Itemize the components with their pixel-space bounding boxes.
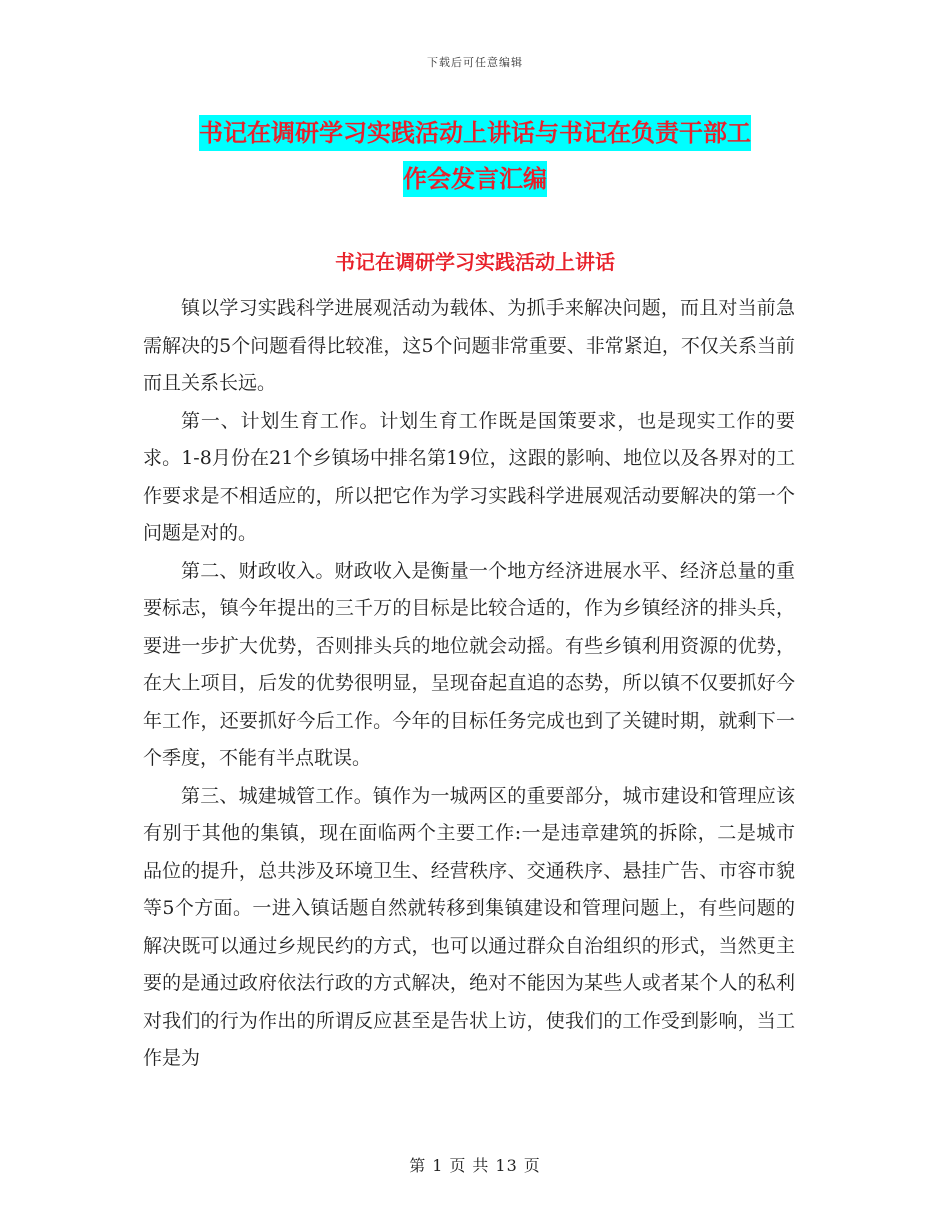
header-note: 下载后可任意编辑	[427, 56, 523, 69]
footer-label-ye: 页	[449, 1156, 467, 1175]
paragraph: 第一、计划生育工作。计划生育工作既是国策要求，也是现实工作的要求。1-8月份在21个乡镇场中排名第19位，这跟的影响、地位以及各界对的工作要求是不相适应的，所以把它作为学习实践科学进展观活动要解决的第一个问题是对的。	[143, 409, 795, 544]
footer-label-gong: 共	[472, 1156, 490, 1175]
total-pages-number: 13	[495, 1156, 518, 1175]
body-text	[143, 290, 795, 1078]
paragraph: 镇以学习实践科学进展观活动为载体、为抓手来解决问题，而且对当前急需解决的5个问题看得比较准，这5个问题非常重要、非常紧迫，不仅关系当前而且关系长远。	[143, 297, 795, 394]
footer-label-ye: 页	[523, 1156, 541, 1175]
current-page-number: 1	[432, 1156, 444, 1175]
footer-label-di: 第	[409, 1156, 427, 1175]
document-title-line-2: 作会发言汇编	[403, 161, 547, 197]
document-title	[145, 110, 805, 202]
document-title-line-1: 书记在调研学习实践活动上讲话与书记在负责干部工	[199, 115, 751, 151]
page-footer	[0, 1153, 950, 1176]
paragraph: 第三、城建城管工作。镇作为一城两区的重要部分，城市建设和管理应该有别于其他的集镇，现在面临两个主要工作:一是违章建筑的拆除，二是城市品位的提升，总共涉及环境卫生、经营秩序、交通秩序、悬挂广告、市容市貌等5个方面。一进入镇话题自然就转移到集镇建设和管理问题上，有些问题的解决既可以通过乡规民约的方式，也可以通过群众自治组织的形式，当然更主要的是通过政府依法行政的方式解决，绝对不能因为某些人或者某个人的私利对我们的行为作出的所谓反应甚至是告状上访，使我们的工作受到影响，当工作是为	[143, 784, 795, 1069]
paragraph: 第二、财政收入。财政收入是衡量一个地方经济进展水平、经济总量的重要标志，镇今年提出的三千万的目标是比较合适的，作为乡镇经济的排头兵，要进一步扩大优势，否则排头兵的地位就会动摇。有些乡镇利用资源的优势，在大上项目，后发的优势很明显，呈现奋起直追的态势，所以镇不仅要抓好今年工作，还要抓好今后工作。今年的目标任务完成也到了关键时期，就剩下一个季度，不能有半点耽误。	[143, 559, 795, 769]
section-title: 书记在调研学习实践活动上讲话	[335, 250, 615, 274]
